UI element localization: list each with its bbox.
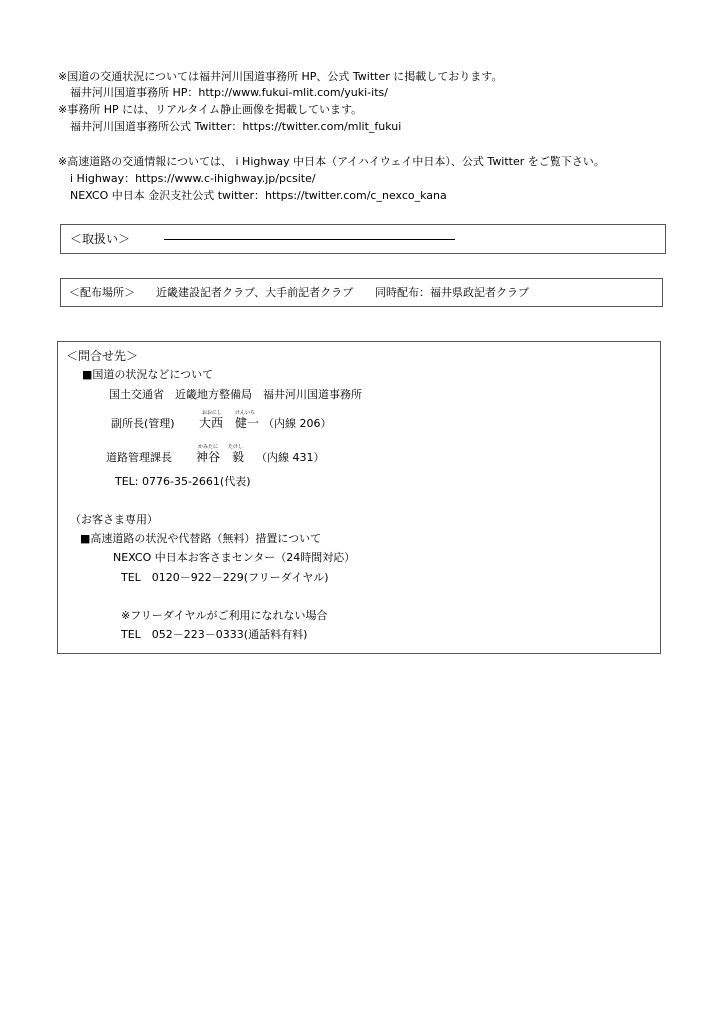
contact-org: 国土交通省 近畿地方整備局 福井河川国道事務所	[109, 388, 362, 401]
contact-section-expressway: ■高速道路の状況や代替路（無料）措置について	[80, 532, 322, 545]
contact-p1-name: 大西 健一	[199, 416, 260, 430]
contact-p1-ruby-1: おおにし	[202, 410, 223, 416]
contact-box	[57, 341, 661, 654]
note-line-5: ※高速道路の交通情報については、 i Highway 中日本（アイハイウェイ中日本）、公式 Twitter をご覧下さい。	[58, 155, 605, 168]
contact-customer: （お客さま専用）	[70, 513, 158, 526]
contact-p1-ruby-2: けんいち	[235, 410, 256, 416]
contact-p2-name: 神谷 毅	[196, 450, 245, 464]
note-line-1: ※国道の交通状況については福井河川国道事務所 HP、公式 Twitter に掲載しております。	[58, 70, 503, 83]
note-line-2: 福井河川国道事務所 HP：http://www.fukui-mlit.com/yuki-its/	[70, 86, 388, 99]
contact-section-road: ■国道の状況などについて	[82, 368, 214, 381]
distribution-place: 近畿建設記者クラブ、大手前記者クラブ	[156, 286, 354, 299]
contact-tel-paid: TEL 052－223－0333(通話料有料)	[121, 628, 308, 641]
contact-header: ＜問合せ先＞	[66, 349, 139, 363]
contact-note: ※フリーダイヤルがご利用になれない場合	[121, 609, 328, 622]
distribution-box	[60, 278, 663, 307]
note-line-3: ※事務所 HP には、リアルタイム静止画像を掲載しています。	[58, 103, 363, 116]
note-line-7: NEXCO 中日本 金沢支社公式 twitter：https://twitter.com/c_nexco_kana	[70, 189, 447, 202]
contact-p2-ext: （内線 431）	[256, 451, 325, 464]
contact-p1-title: 副所長(管理)	[111, 417, 175, 430]
contact-center: NEXCO 中日本お客さまセンター（24時間対応）	[113, 551, 356, 564]
contact-p1-ext: （内線 206）	[263, 417, 332, 430]
note-line-6: i Highway：https://www.c-ihighway.jp/pcsite/	[70, 172, 316, 185]
handling-label: ＜取扱い＞	[70, 232, 131, 246]
contact-p2-title: 道路管理課長	[106, 451, 172, 464]
contact-p2-ruby-2: たけし	[228, 444, 244, 450]
handling-rule	[164, 239, 455, 240]
contact-tel-free: TEL 0120－922－229(フリーダイヤル)	[121, 571, 329, 584]
distribution-label: ＜配布場所＞	[69, 286, 135, 299]
note-line-4: 福井河川国道事務所公式 Twitter：https://twitter.com/mlit_fukui	[70, 120, 402, 133]
contact-p2-ruby-1: かみたに	[198, 444, 219, 450]
contact-tel: TEL: 0776-35-2661(代表)	[115, 475, 251, 488]
distribution-simultaneous: 同時配布：福井県政記者クラブ	[375, 286, 529, 299]
handling-box	[60, 224, 666, 254]
